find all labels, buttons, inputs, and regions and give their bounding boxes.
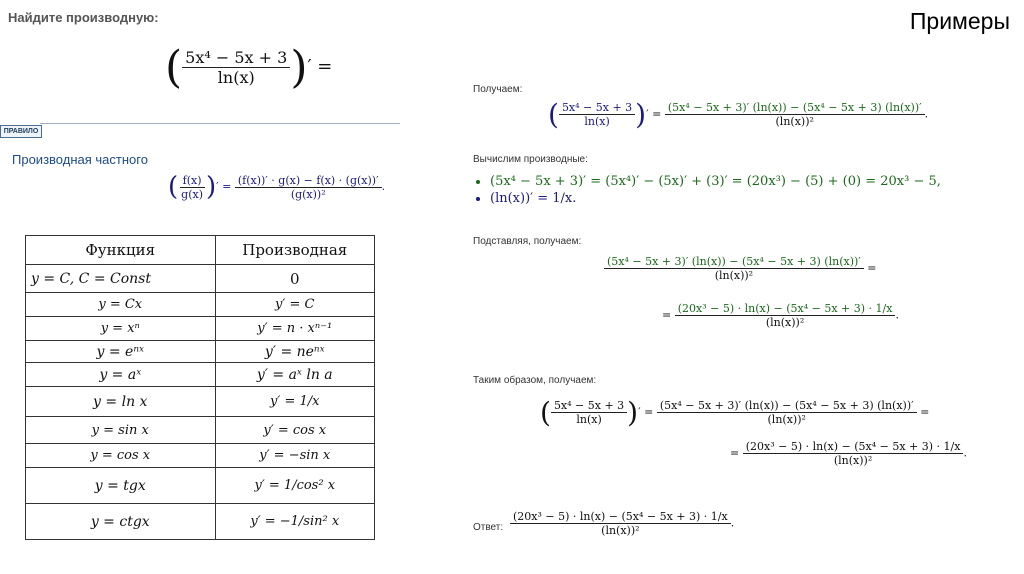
task-label: Найдите производную: (8, 10, 159, 25)
formula-subst-1: $\frac{\text{(5x⁴ − 5x + 3)′ (ln(x)) − (5x⁴ − 5x + 3) (ln(x))′}}{\text{(ln(x))²}}$ = (604, 255, 877, 282)
formula-subst-2: = $\frac{\text{(20x³ − 5) · ln(x) − (5x⁴ − 5x + 3) · 1/x}}{\text{(ln(x))²}}$ . (662, 302, 899, 329)
derivative-table (25, 235, 375, 540)
rule-badge: ПРАВИЛО (0, 125, 42, 138)
table-row: y = ln x y′ = 1/x (26, 387, 375, 417)
table-row: y = ctgx y′ = −1/sin² x (26, 504, 375, 540)
label-thus: Таким образом, получаем: (473, 375, 597, 386)
table-row: y = C, C = Const 0 (26, 265, 375, 293)
label-subst: Подставляя, получаем: (473, 236, 582, 247)
formula-thus-1: ( $\frac{\text{5x⁴ − 5x + 3}}{\ln(x)}$ )′ = $\frac{\text{(5x⁴ − 5x + 3)′ (ln(x)) − (5x⁴ − 5x + 3) (ln(x))′}}{\text{(ln(x))²}}$ = (540, 396, 930, 429)
formula-thus-2: = $\frac{\text{(20x³ − 5) · ln(x) − (5x⁴ − 5x + 3) · 1/x}}{\text{(ln(x))²}}$ . (730, 440, 967, 467)
calc-item: • (ln(x))′ = 1/x. (490, 191, 941, 206)
task-suffix: ′ = (307, 56, 333, 77)
formula-answer: $\frac{\text{(20x³ − 5) · ln(x) − (5x⁴ − 5x + 3) · 1/x}}{\text{(ln(x))²}}$ . (510, 510, 734, 537)
label-calc: Вычислим производные: (473, 154, 588, 165)
formula-get: ( $\frac{\text{5x⁴ − 5x + 3}}{\ln(x)}$ )′ = $\frac{\text{(5x⁴ − 5x + 3)′ (ln(x)) − (5x⁴ − 5x + 3) (ln(x))′}}{\text{(ln(x))²}}$ . (548, 98, 929, 131)
task-expression: ( $\frac{\text{5x⁴ − 5x + 3}}{\ln(x)}$ )′ = (165, 42, 333, 93)
rule-title: Производная частного (12, 152, 148, 167)
rule-divider (40, 123, 400, 124)
table-row: y = cos x y′ = −sin x (26, 444, 375, 468)
table-row: y = tgx y′ = 1/cos² x (26, 468, 375, 504)
quotient-rule-formula: ( $\frac{f(x)}{g(x)}$ )′ = $\frac{(f(x))' \cdot g(x) - f(x) \cdot (g(x))'}{\text{(g(x))²}}$ . (168, 172, 386, 202)
label-answer: Ответ: (473, 522, 504, 533)
label-get: Получаем: (473, 84, 523, 95)
table-row: y = eⁿˣ y′ = neⁿˣ (26, 341, 375, 363)
table-header-derivative: Производная (215, 236, 375, 265)
task-numerator: 5x⁴ − 5x + 3 (182, 48, 290, 68)
slide-title: Примеры (909, 8, 1010, 34)
table-row: y = aˣ y′ = aˣ ln a (26, 363, 375, 387)
table-row: y = xⁿ y′ = n · xⁿ⁻¹ (26, 317, 375, 341)
table-row: y = sin x y′ = cos x (26, 417, 375, 444)
task-denominator: ln(x) (217, 68, 255, 87)
calc-list (476, 172, 941, 208)
calc-item: • (5x⁴ − 5x + 3)′ = (5x⁴)′ − (5x)′ + (3)′ = (20x³) − (5) + (0) = 20x³ − 5, (490, 174, 941, 189)
table-header-function: Функция (26, 236, 216, 265)
table-row: y = Cx y′ = C (26, 293, 375, 317)
